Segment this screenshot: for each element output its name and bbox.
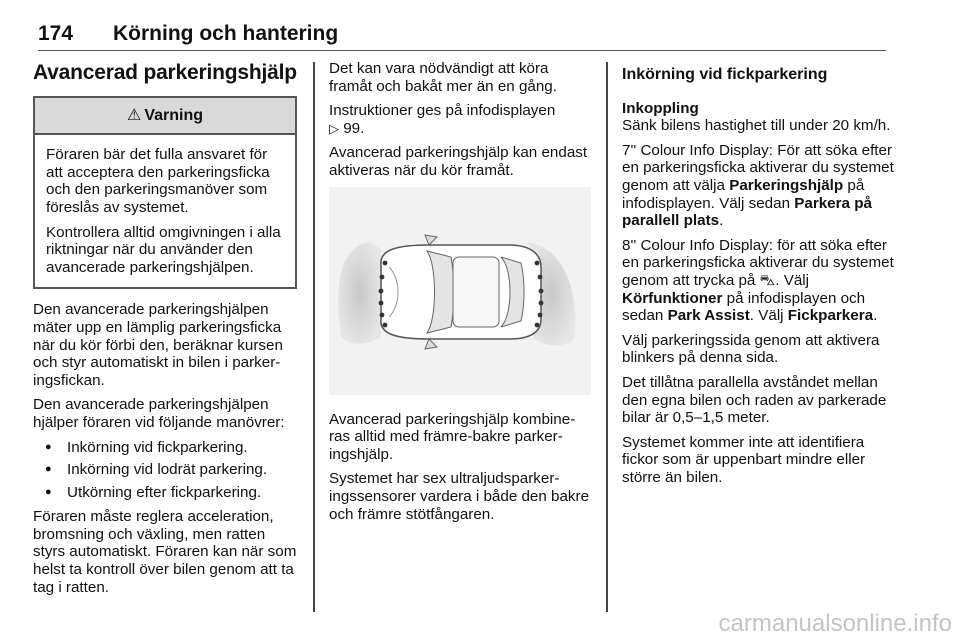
column-2 — [329, 60, 591, 530]
warning-text-1: Föraren bär det fulla ansvaret för att acceptera den parkeringsficka och den parkeringsmanöver som föreslås av systemet. — [46, 146, 270, 216]
paragraph: Avancerad parkeringshjälp kan endast aktiveras när du kör framåt. — [329, 144, 588, 179]
paragraph: Välj parkeringssida genom att aktivera blinkers på denna sida. — [622, 331, 880, 367]
car-display-icon: ⛍ — [759, 271, 776, 289]
paragraph: Avancerad parkeringshjälp kombineras alltid med främre-bakre parkeringshjälp. — [329, 410, 576, 463]
paragraph — [329, 102, 591, 137]
warning-body — [35, 135, 295, 287]
section-title: Avancerad parkeringshjälp — [33, 61, 297, 84]
column-divider — [606, 62, 608, 612]
warning-text-2: Kontrollera alltid omgivningen i alla riktningar när du använder den avancerade parkeringshjälpen. — [46, 223, 281, 276]
page-ref-link[interactable]: 99. — [343, 119, 365, 137]
paragraph: Systemet kommer inte att identifiera fickor som är uppenbart mindre eller större än bilen. — [622, 433, 866, 486]
paragraph: 8'' Colour Info Display: för att söka efter en parkeringsficka aktiverar du systemet genom att trycka på ⛍. Välj Körfunktioner på infodisplayen och sedan Park Assist. Välj Fickparkera. — [622, 236, 894, 325]
maneuver-list — [33, 439, 297, 502]
car-sensor-illustration — [329, 187, 591, 395]
menu-item-label: Parkeringshjälp — [729, 176, 844, 194]
subsection-title: Inkörning vid fickparkering — [622, 66, 828, 83]
page-ref-icon: ▷ — [329, 120, 339, 136]
warning-box — [33, 96, 297, 290]
paragraph-text: Instruktioner ges på infodisplayen — [329, 102, 556, 120]
subheading: Inkoppling — [622, 99, 699, 117]
column-3 — [622, 60, 894, 493]
paragraph: Det tillåtna parallella avståndet mellan den egna bilen och raden av parkerade bilar är 0,5–1,5 meter. — [622, 373, 887, 427]
page-header — [38, 14, 886, 51]
paragraph: Det kan vara nödvändigt att köra framåt och bakåt mer än en gång. — [329, 60, 557, 95]
chapter-title: Körning och hantering — [113, 22, 339, 45]
list-item: ● Inkörning vid fickparkering. — [33, 439, 297, 457]
menu-item-label: Parkera på parallell plats — [622, 194, 872, 230]
warning-icon: ⚠ — [126, 106, 142, 124]
menu-item-label: Park Assist — [667, 307, 750, 325]
list-item: ● Inkörning vid lodrät parkering. — [33, 461, 297, 479]
column-1 — [33, 60, 297, 603]
column-divider — [313, 62, 315, 612]
watermark: carmanualsonline.info — [718, 610, 952, 637]
menu-item-label: Fickparkera — [787, 307, 874, 325]
paragraph: Föraren måste reglera acceleration, bromsning och växling, men ratten styrs automatiskt. Föraren kan när som helst ta kontroll över bilen genom att ta tag i ratten. — [33, 508, 297, 596]
paragraph: Den avancerade parkeringshjälpen hjälper föraren vid följande manövrer: — [33, 396, 285, 431]
paragraph: Systemet har sex ultraljudsparkeringssensorer vardera i både den bakre och främre stötfångaren. — [329, 470, 590, 523]
page-number: 174 — [38, 22, 74, 45]
paragraph: 7'' Colour Info Display: För att söka efter en parkeringsficka aktiverar du systemet genom att välja Parkeringshjälp på infodisplayen. Välj sedan Parkera på parallell plats. — [622, 141, 894, 230]
paragraph: Sänk bilens hastighet till under 20 km/h. — [622, 117, 891, 135]
warning-header — [35, 98, 295, 136]
menu-item-label: Körfunktioner — [622, 289, 723, 307]
warning-title: Varning — [144, 106, 204, 124]
list-item: ● Utkörning efter fickparkering. — [33, 484, 297, 502]
parking-sensor-figure — [329, 187, 591, 395]
paragraph: Den avancerade parkeringshjälpen mäter upp en lämplig parkeringsficka när du kör förbi den, beräknar kursen och styr automatiskt in bilen i parkeringsfickan. — [33, 301, 283, 389]
